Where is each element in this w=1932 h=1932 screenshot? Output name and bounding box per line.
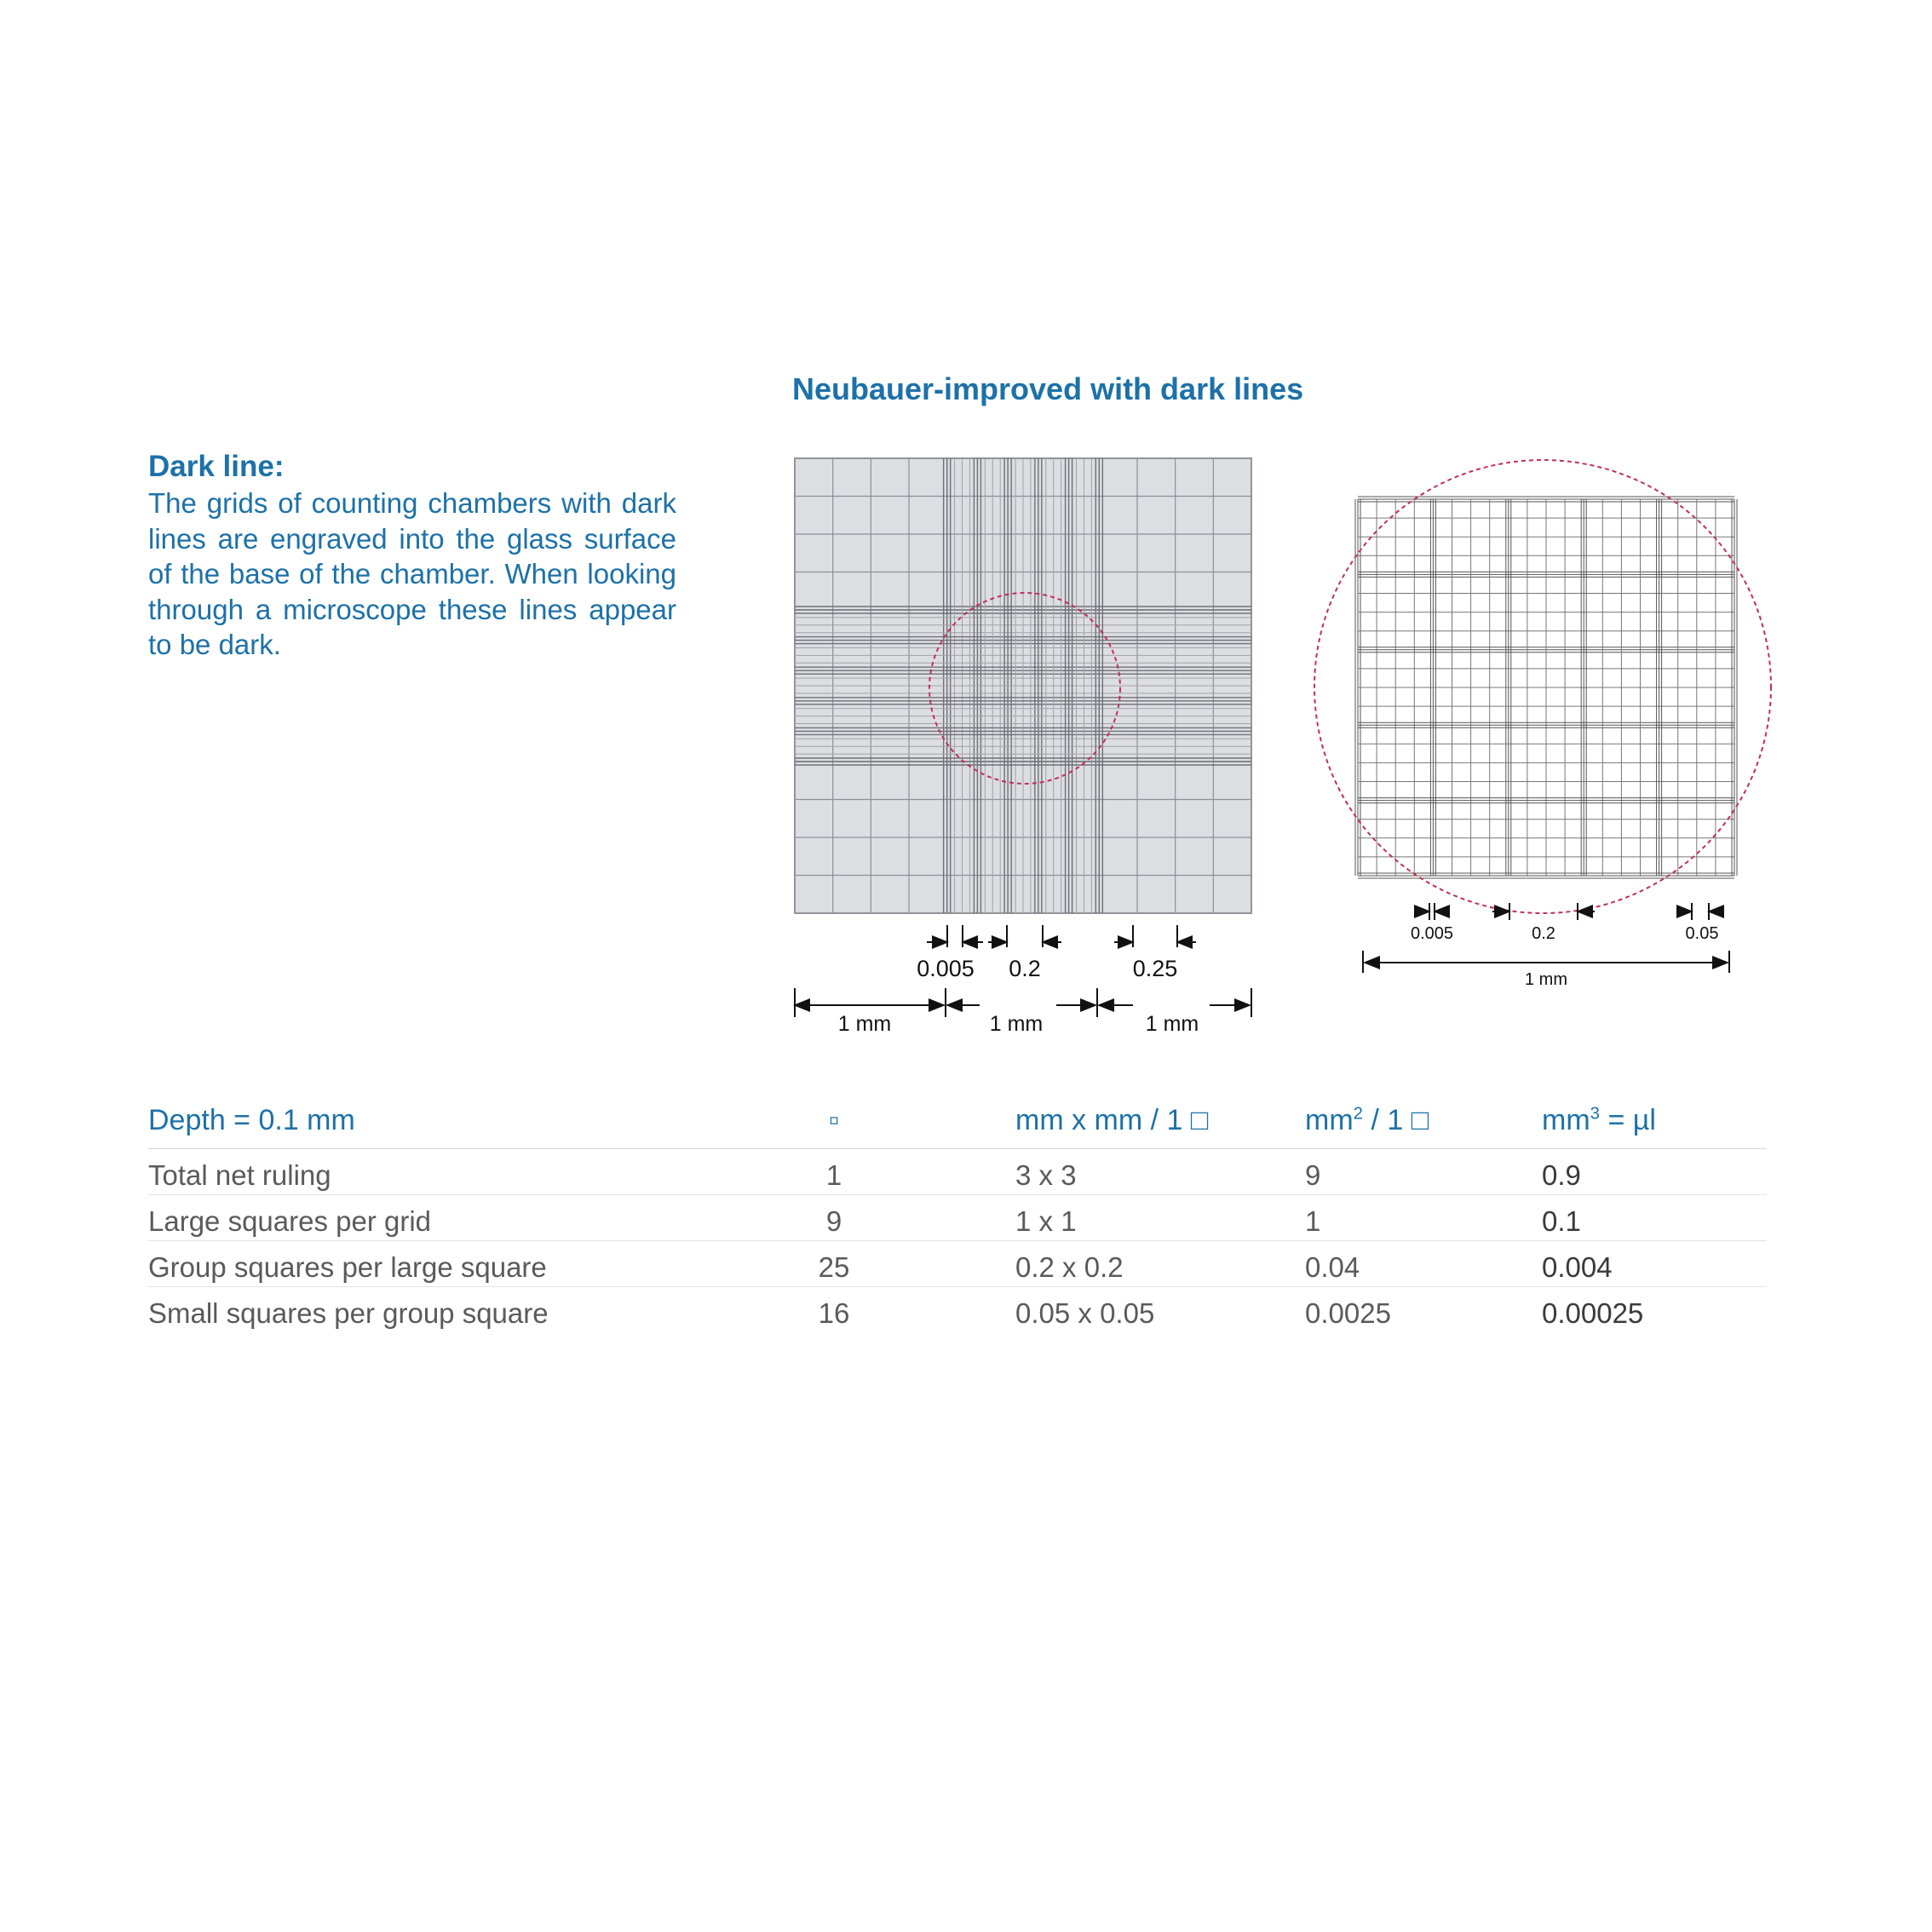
row-label: Small squares per group square bbox=[148, 1297, 549, 1329]
row-count: 25 bbox=[818, 1251, 850, 1283]
table-row bbox=[148, 1149, 1767, 1195]
row-label: Group squares per large square bbox=[148, 1251, 547, 1283]
left-grid bbox=[795, 458, 1251, 913]
header-volume-unit: mm bbox=[1542, 1104, 1590, 1136]
row-volume: 0.00025 bbox=[1542, 1297, 1644, 1329]
right-dim-005: 0.05 bbox=[1685, 924, 1719, 943]
row-size: 0.05 x 0.05 bbox=[1015, 1297, 1155, 1329]
header-volume-exp: 3 bbox=[1590, 1104, 1600, 1124]
table-row bbox=[148, 1287, 1767, 1332]
row-count: 16 bbox=[818, 1297, 850, 1329]
header-area-tail: / 1 □ bbox=[1363, 1104, 1429, 1136]
row-size: 3 x 3 bbox=[1015, 1159, 1077, 1191]
row-volume: 0.9 bbox=[1542, 1159, 1581, 1191]
right-dim-02: 0.2 bbox=[1532, 924, 1555, 943]
row-count: 1 bbox=[825, 1159, 842, 1191]
row-area: 9 bbox=[1305, 1159, 1321, 1191]
header-area-exp: 2 bbox=[1353, 1104, 1363, 1124]
header-volume-tail: = µl bbox=[1600, 1104, 1656, 1136]
table-row bbox=[148, 1195, 1767, 1241]
right-zoom-circle bbox=[1314, 460, 1771, 913]
description-heading: Dark line: bbox=[148, 450, 285, 483]
row-label: Total net ruling bbox=[148, 1159, 331, 1191]
left-dim-025: 0.25 bbox=[1132, 956, 1178, 981]
row-size: 1 x 1 bbox=[1015, 1205, 1077, 1237]
specification-table bbox=[148, 1099, 1767, 1332]
row-label: Large squares per grid bbox=[148, 1205, 432, 1237]
table-header-row bbox=[148, 1099, 1767, 1149]
row-size: 0.2 x 0.2 bbox=[1015, 1251, 1124, 1283]
row-area: 0.0025 bbox=[1305, 1297, 1391, 1329]
header-square-icon: ▫ bbox=[828, 1104, 840, 1136]
right-grid-lines bbox=[1355, 497, 1737, 878]
header-volume bbox=[1542, 1104, 1656, 1137]
left-dim-02: 0.2 bbox=[1009, 956, 1041, 981]
header-area-unit: mm bbox=[1305, 1104, 1354, 1136]
left-dim-0005: 0.005 bbox=[917, 956, 975, 981]
right-dim-0005: 0.005 bbox=[1410, 924, 1454, 943]
table-row bbox=[148, 1241, 1767, 1287]
header-dimensions: mm x mm / 1 □ bbox=[1015, 1104, 1209, 1136]
row-count: 9 bbox=[825, 1205, 842, 1237]
row-volume: 0.1 bbox=[1542, 1205, 1581, 1237]
diagram-title: Neubauer-improved with dark lines bbox=[792, 371, 1304, 406]
right-grid bbox=[1314, 460, 1771, 913]
right-dim-1mm: 1 mm bbox=[1525, 970, 1567, 989]
description-body: The grids of counting chambers with dark lines are engraved into the glass surface of the base of the chamber. When looking through a microscope these lines appear to be dark. bbox=[148, 487, 676, 660]
row-volume: 0.004 bbox=[1542, 1251, 1613, 1283]
row-area: 0.04 bbox=[1305, 1251, 1360, 1283]
header-depth: Depth = 0.1 mm bbox=[148, 1104, 355, 1136]
left-dim-1mm-a: 1 mm bbox=[837, 1012, 892, 1036]
header-area bbox=[1305, 1104, 1429, 1137]
right-dimension-labels bbox=[1411, 924, 1719, 989]
left-dim-1mm-b: 1 mm bbox=[989, 1012, 1044, 1036]
left-dim-1mm-c: 1 mm bbox=[1145, 1012, 1199, 1036]
left-dimension-labels bbox=[838, 956, 1199, 1036]
row-area: 1 bbox=[1305, 1205, 1321, 1237]
